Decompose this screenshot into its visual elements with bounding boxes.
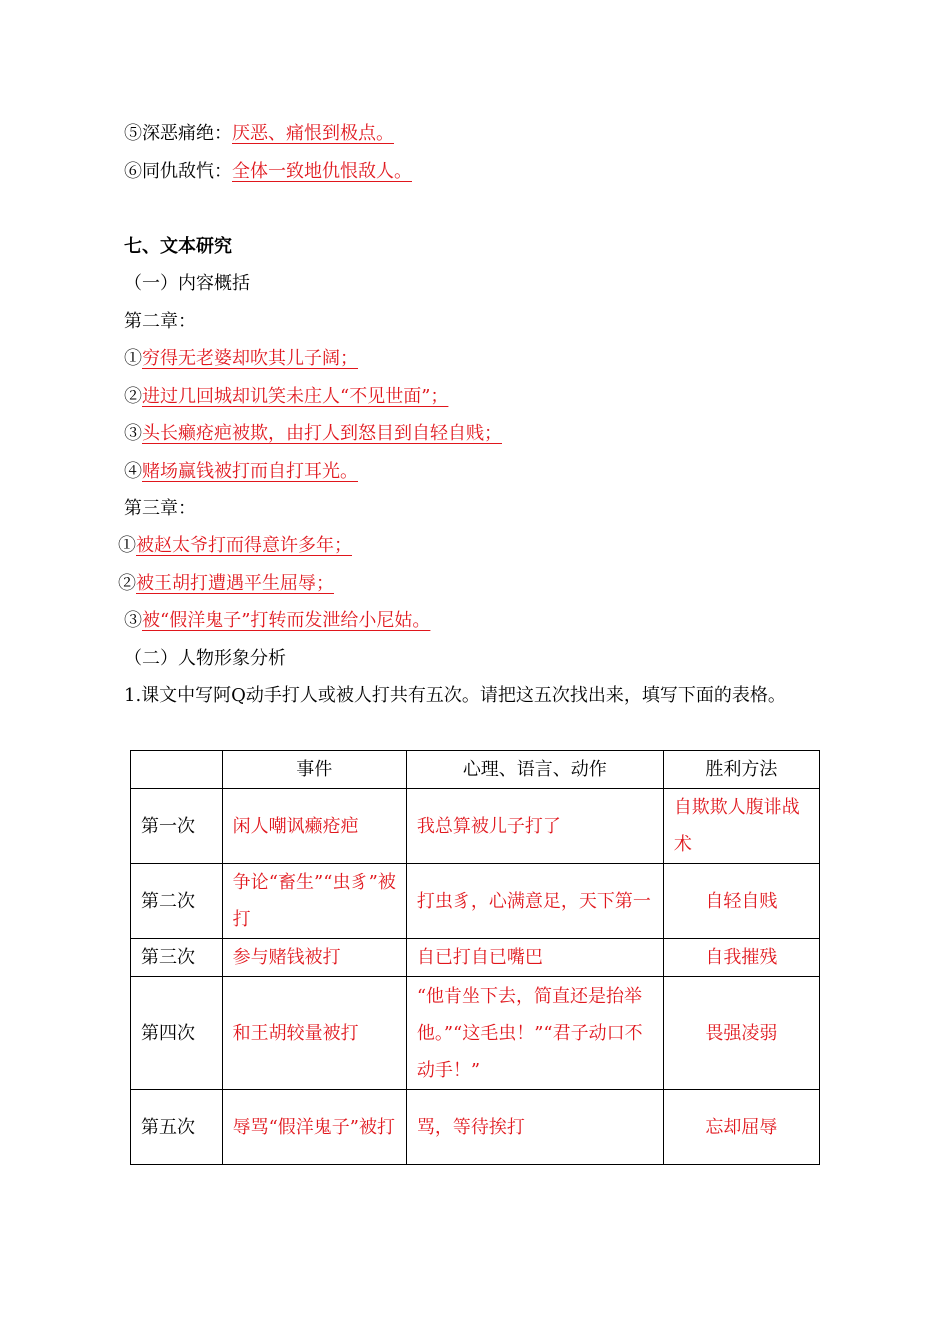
event-cell: 和王胡较量被打 [222,977,406,1090]
header-cell: 胜利方法 [663,751,819,789]
subsection-character: （二）人物形象分析 [124,648,286,669]
header-cell: 事件 [222,751,406,789]
method-cell: 忘却屈辱 [663,1090,819,1165]
chapter3-item [124,608,438,634]
header-cell: 心理、语言、动作 [406,751,663,789]
idiom-term: ⑤深恶痛绝： [124,123,232,144]
chapter2-heading: 第二章： [124,311,196,332]
item-text: 赌场赢钱被打而自打耳光。 [142,461,358,482]
item-text: 被赵太爷打而得意许多年； [136,535,352,556]
item-text: 被王胡打遭遇平生屈辱； [136,573,334,594]
item-text: 进过几回城却讥笑未庄人“不见世面”； [142,386,449,407]
row-label: 第四次 [131,977,223,1090]
section-title: 七、文本研究 [124,236,232,257]
chapter3-heading: 第三章： [124,498,196,519]
mind-cell: 打虫豸，心满意足，天下第一 [406,864,663,939]
table-row [131,789,820,864]
table-row [131,977,820,1090]
row-label: 第二次 [131,864,223,939]
item-number: ③ [124,610,142,631]
item-number: ③ [124,423,142,444]
item-number: ④ [124,461,142,482]
idiom-meaning: 厌恶、痛恨到极点。 [232,123,394,144]
question-text: 1.课文中写阿Q动手打人或被人打共有五次。请把这五次找出来，填写下面的表格。 [124,685,786,706]
item-number: ① [118,535,136,556]
item-text: 头长癞疮疤被欺，由打人到怒目到自轻自贱； [142,423,502,444]
row-label: 第五次 [131,1090,223,1165]
row-label: 第三次 [131,939,223,977]
analysis-table [130,750,820,1165]
item-number: ② [124,386,142,407]
item-number: ① [124,348,142,369]
mind-cell: 我总算被儿子打了 [406,789,663,864]
chapter2-item [124,346,366,372]
row-label: 第一次 [131,789,223,864]
mind-cell: 自已打自已嘴巴 [406,939,663,977]
method-cell: 自我摧残 [663,939,819,977]
idiom-6 [124,159,420,185]
event-cell: 辱骂“假洋鬼子”被打 [222,1090,406,1165]
header-cell [131,751,223,789]
table-row [131,864,820,939]
method-cell: 自轻自贱 [663,864,819,939]
event-cell: 参与赌钱被打 [222,939,406,977]
subsection-summary: （一）内容概括 [124,273,250,294]
idiom-5 [124,121,402,147]
chapter2-item [124,459,366,485]
method-cell: 自欺欺人腹诽战术 [663,789,819,864]
event-cell: 闲人嘲讽癞疮疤 [222,789,406,864]
chapter2-item [124,421,510,447]
item-text: 被“假洋鬼子”打转而发泄给小尼姑。 [142,610,431,631]
idiom-meaning: 全体一致地仇恨敌人。 [232,161,412,182]
table-row [131,1090,820,1165]
method-cell: 畏强凌弱 [663,977,819,1090]
table-row [131,939,820,977]
chapter2-item [124,384,456,410]
item-number: ② [118,573,136,594]
chapter3-item [118,571,342,597]
item-text: 穷得无老婆却吹其儿子阔； [142,348,358,369]
idiom-term: ⑥同仇敌忾： [124,161,232,182]
table-header-row [131,751,820,789]
mind-cell: 骂，等待挨打 [406,1090,663,1165]
mind-cell: “他肯坐下去，简直还是抬举他。”“这毛虫！”“君子动口不动手！” [406,977,663,1090]
event-cell: 争论“畜生”“虫豸”被打 [222,864,406,939]
chapter3-item [118,533,360,559]
